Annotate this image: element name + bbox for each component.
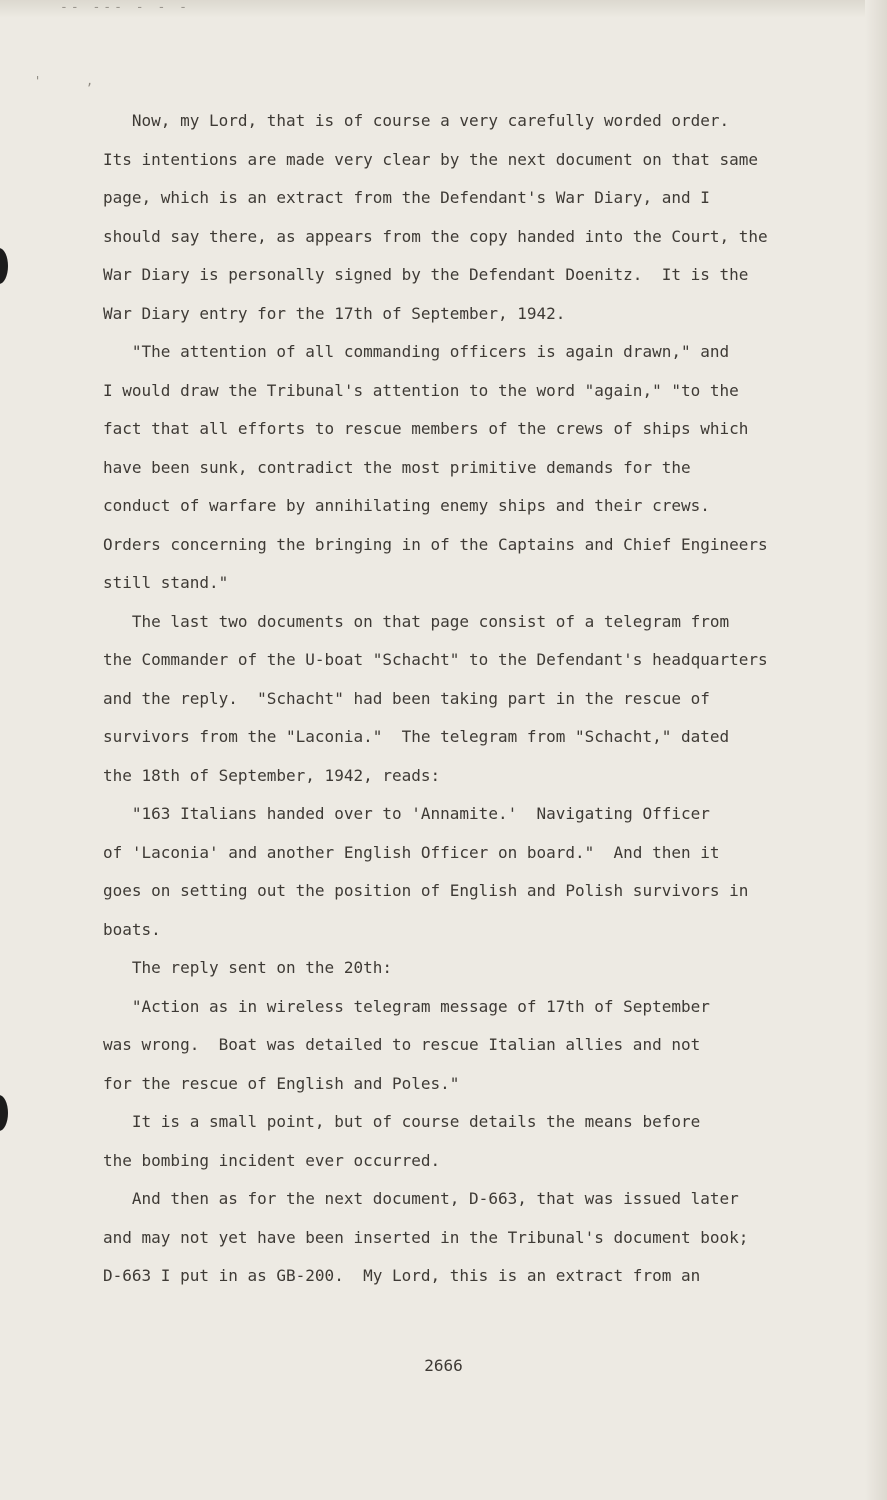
text-line: The reply sent on the 20th: (103, 958, 392, 977)
text-line: I would draw the Tribunal's attention to the word "again," "to the (103, 380, 739, 400)
text-line: survivors from the "Laconia." The telegram from "Schacht," dated (103, 727, 730, 746)
text-line: for the rescue of English and Poles." (103, 1073, 460, 1093)
text-line: of 'Laconia' and another English Officer on board." And then it (103, 842, 720, 862)
punch-hole (0, 248, 8, 284)
text-line: have been sunk, contradict the most primitive demands for the (103, 457, 691, 477)
text-line: the Commander of the U-boat "Schacht" to the Defendant's headquarters (103, 650, 768, 669)
text-line: goes on setting out the position of English and Polish survivors in (103, 881, 749, 900)
text-line: boats. (103, 919, 161, 939)
text-line: was wrong. Boat was detailed to rescue Italian allies and not (103, 1035, 701, 1054)
top-margin-marks: -- --- - - - (60, 0, 190, 15)
text-line: and may not yet have been inserted in the Tribunal's document book; (103, 1227, 749, 1247)
text-line: still stand." (103, 573, 229, 592)
page-right-edge (865, 0, 887, 1500)
text-line: Now, my Lord, that is of course a very carefully worded order. (103, 111, 730, 130)
body-text (103, 102, 793, 1296)
page-number: 2666 (424, 1356, 463, 1375)
text-line: and the reply. "Schacht" had been taking part in the rescue of (103, 688, 710, 708)
text-line: It is a small point, but of course details the means before (103, 1112, 701, 1131)
text-line: War Diary is personally signed by the Defendant Doenitz. It is the (103, 265, 749, 284)
margin-mark: ' (34, 74, 42, 88)
text-line: Orders concerning the bringing in of the Captains and Chief Engineers (103, 534, 768, 554)
margin-mark: , (86, 74, 94, 88)
text-line: page, which is an extract from the Defendant's War Diary, and I (103, 188, 710, 207)
text-line: "163 Italians handed over to 'Annamite.' Navigating Officer (103, 804, 710, 823)
text-line: Its intentions are made very clear by the next document on that same (103, 149, 759, 169)
text-line: fact that all efforts to rescue members of the crews of ships which (103, 419, 749, 438)
text-line: The last two documents on that page consist of a telegram from (103, 611, 730, 631)
text-line: conduct of warfare by annihilating enemy ships and their crews. (103, 496, 710, 515)
text-line: War Diary entry for the 17th of September, 1942. (103, 303, 566, 323)
text-line: should say there, as appears from the copy handed into the Court, the (103, 226, 768, 246)
text-line: the bombing incident ever occurred. (103, 1150, 441, 1170)
text-line: "Action as in wireless telegram message of 17th of September (103, 996, 710, 1016)
text-line: the 18th of September, 1942, reads: (103, 765, 441, 785)
text-line: D-663 I put in as GB-200. My Lord, this is an extract from an (103, 1266, 701, 1285)
text-line: "The attention of all commanding officers is again drawn," and (103, 342, 730, 361)
punch-hole (0, 1095, 8, 1131)
text-line: And then as for the next document, D-663, that was issued later (103, 1189, 739, 1208)
